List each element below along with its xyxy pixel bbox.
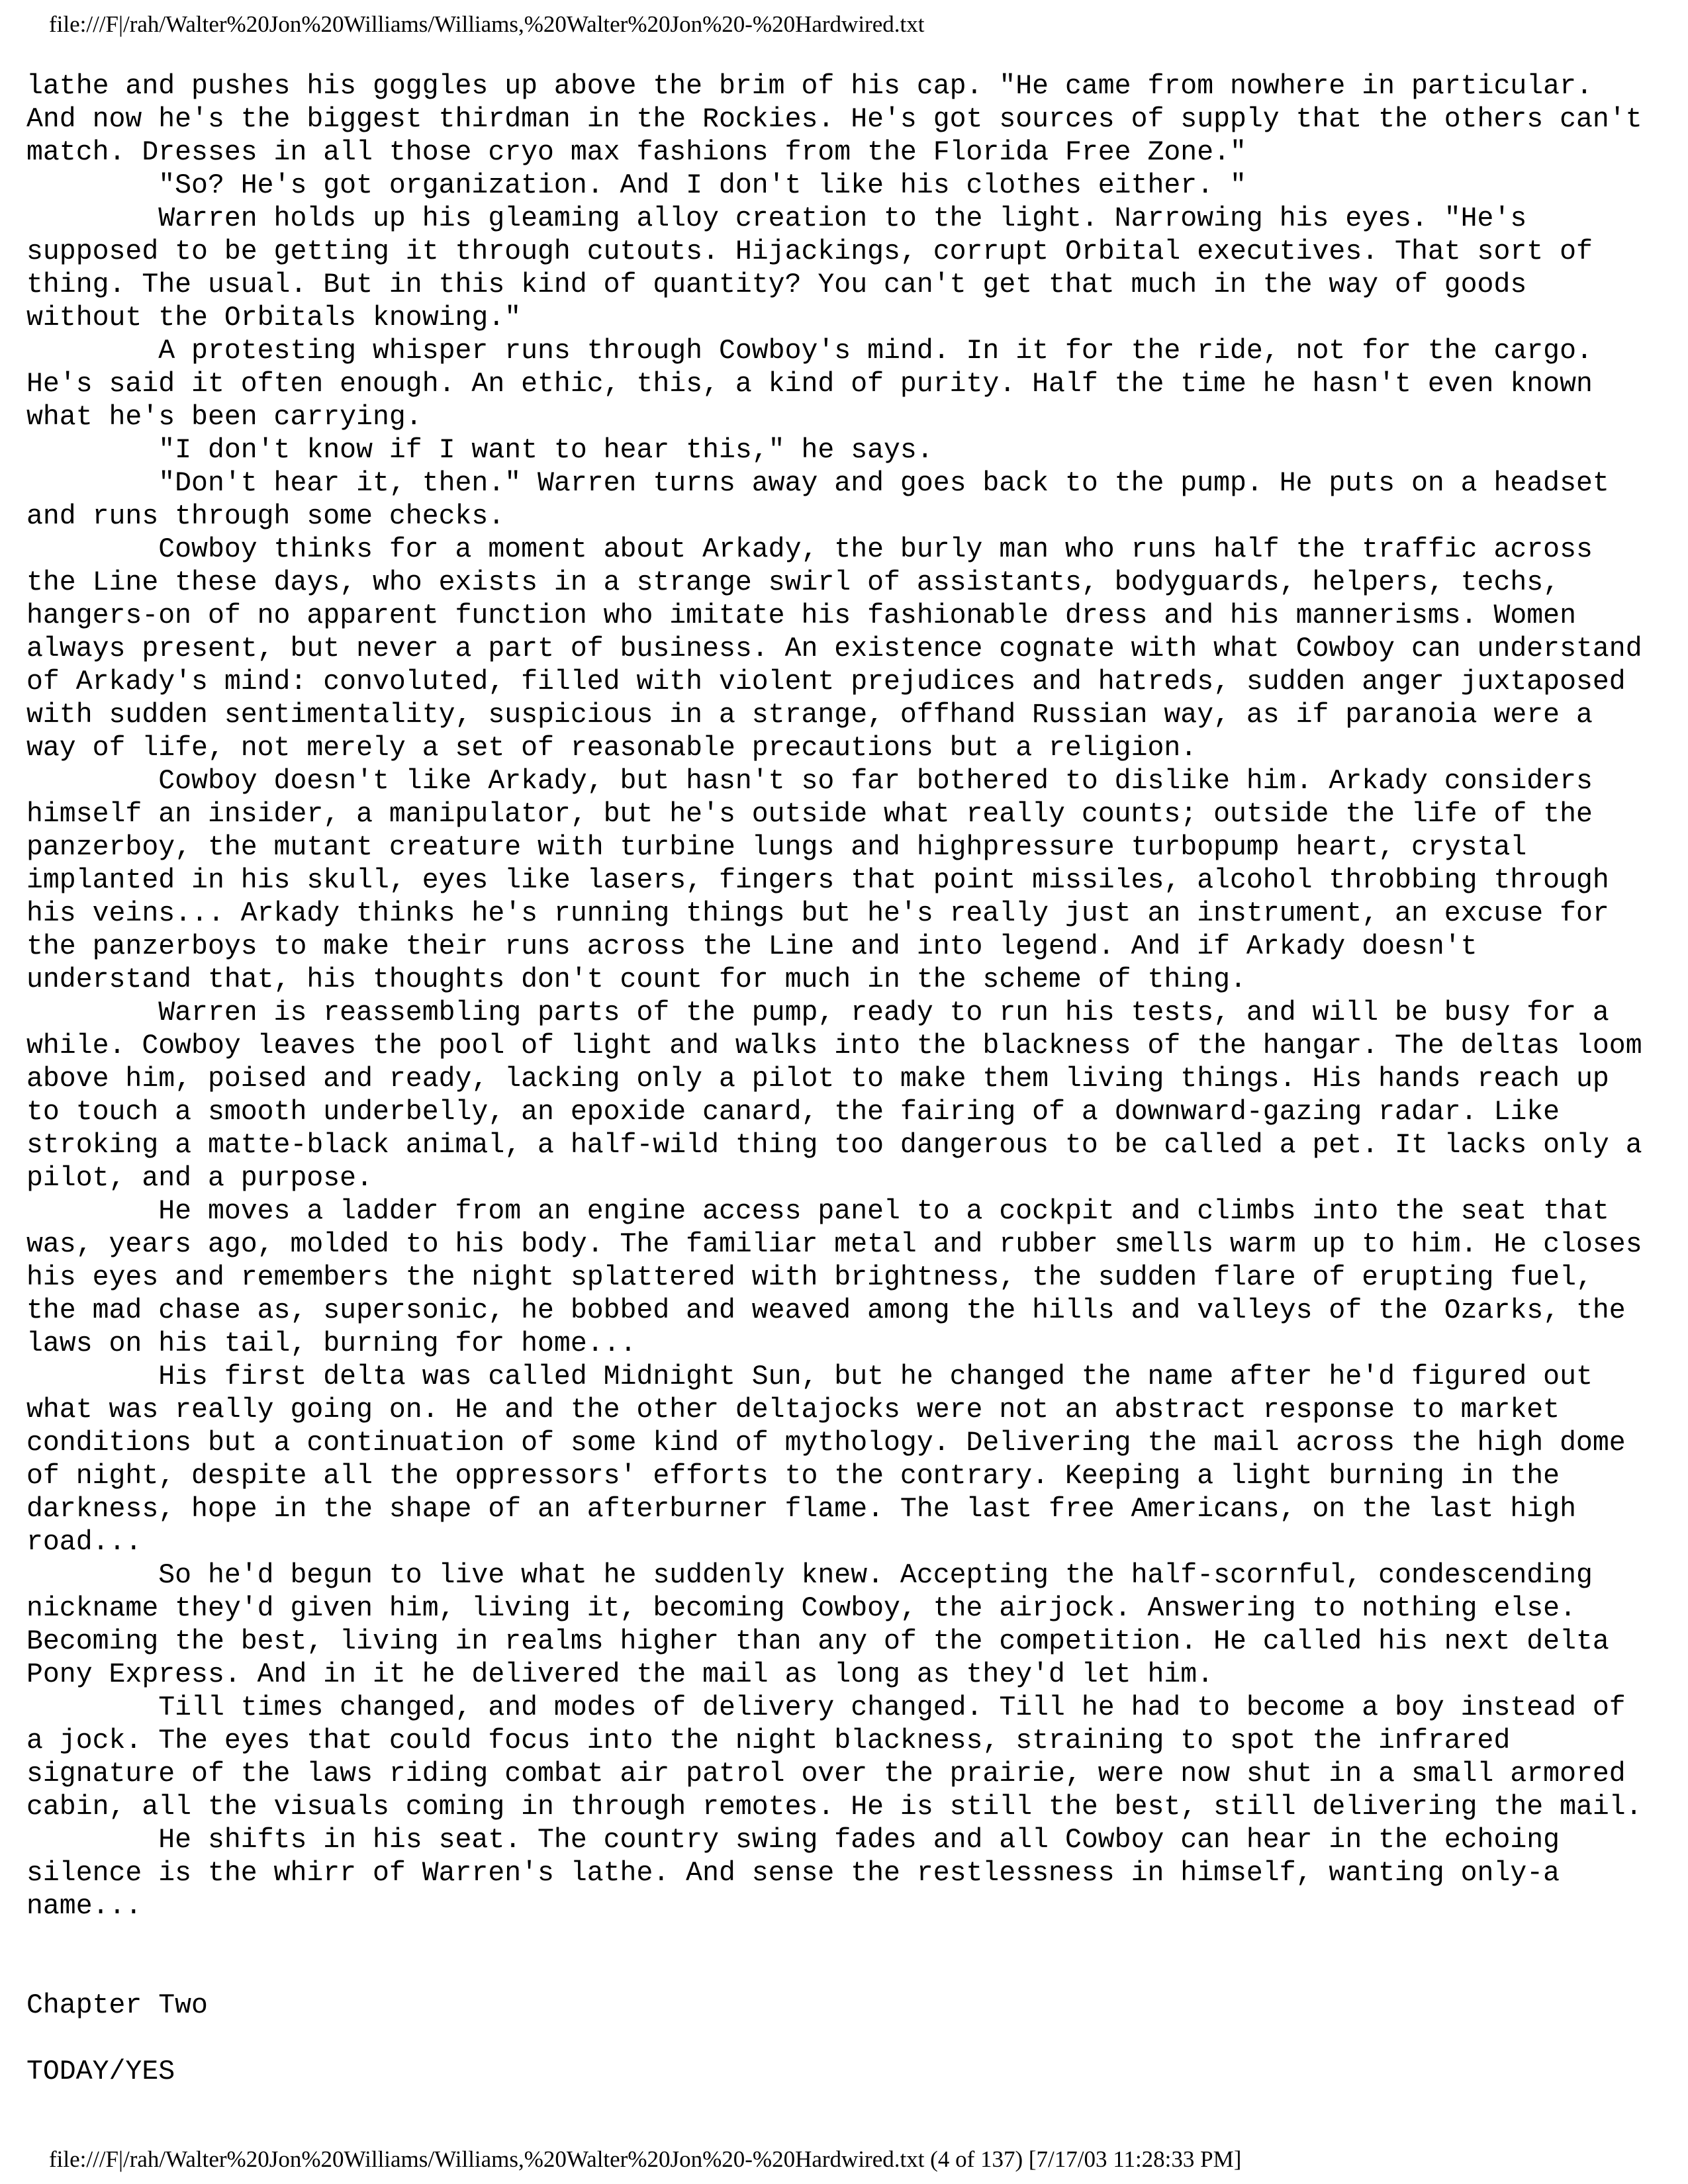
text-line: cabin, all the visuals coming in through remotes. He is still the best, still delivering the mail.	[26, 1792, 1642, 1823]
text-line: what he's been carrying.	[26, 402, 422, 433]
text-line: He shifts in his seat. The country swing fades and all Cowboy can hear in the echoing	[26, 1825, 1560, 1856]
text-line: panzerboy, the mutant creature with turbine lungs and highpressure turbopump heart, crystal	[26, 832, 1527, 863]
text-line: His first delta was called Midnight Sun, but he changed the name after he'd figured out	[26, 1361, 1593, 1392]
text-line: the mad chase as, supersonic, he bobbed and weaved among the hills and valleys of the Ozarks, the	[26, 1295, 1626, 1326]
text-line: hangers-on of no apparent function who imitate his fashionable dress and his mannerisms. Women	[26, 600, 1576, 631]
text-line	[26, 1956, 1642, 1989]
text-line: Cowboy thinks for a moment about Arkady, the burly man who runs half the traffic across	[26, 534, 1593, 565]
text-line: And now he's the biggest thirdman in the Rockies. He's got sources of supply that the others can't	[26, 104, 1642, 135]
text-line: the Line these days, who exists in a strange swirl of assistants, bodyguards, helpers, techs,	[26, 567, 1560, 598]
text-line: "I don't know if I want to hear this," he says.	[26, 435, 933, 466]
text-line: while. Cowboy leaves the pool of light and walks into the blackness of the hangar. The deltas loom	[26, 1030, 1642, 1062]
text-line: match. Dresses in all those cryo max fashions from the Florida Free Zone."	[26, 137, 1246, 168]
text-line	[26, 1923, 1642, 1956]
text-line: darkness, hope in the shape of an afterburner flame. The last free Americans, on the last high	[26, 1494, 1576, 1525]
text-line: He's said it often enough. An ethic, this, a kind of purity. Half the time he hasn't even known	[26, 369, 1593, 400]
text-line: Cowboy doesn't like Arkady, but hasn't so far bothered to dislike him. Arkady considers	[26, 766, 1593, 797]
text-line: So he'd begun to live what he suddenly knew. Accepting the half-scornful, condescending	[26, 1560, 1593, 1591]
text-line: always present, but never a part of business. An existence cognate with what Cowboy can understand	[26, 633, 1642, 664]
text-line: what was really going on. He and the other deltajocks were not an abstract response to market	[26, 1394, 1560, 1426]
text-line: understand that, his thoughts don't count for much in the scheme of thing.	[26, 964, 1246, 995]
text-line: Till times changed, and modes of delivery changed. Till he had to become a boy instead of	[26, 1692, 1626, 1723]
text-line: way of life, not merely a set of reasonable precautions but a religion.	[26, 733, 1197, 764]
text-line: conditions but a continuation of some kind of mythology. Delivering the mail across the high dome	[26, 1428, 1626, 1459]
page-header-file-path: file:///F|/rah/Walter%20Jon%20Williams/Williams,%20Walter%20Jon%20-%20Hardwired.txt	[49, 11, 925, 37]
text-line: to touch a smooth underbelly, an epoxide canard, the fairing of a downward-gazing radar. Like	[26, 1097, 1560, 1128]
text-line: without the Orbitals knowing."	[26, 302, 522, 334]
text-line: laws on his tail, burning for home...	[26, 1328, 637, 1359]
text-line: He moves a ladder from an engine access panel to a cockpit and climbs into the seat that	[26, 1196, 1609, 1227]
document-body-text	[26, 70, 1642, 2089]
text-line: of night, despite all the oppressors' efforts to the contrary. Keeping a light burning in the	[26, 1461, 1560, 1492]
page-footer-file-info: file:///F|/rah/Walter%20Jon%20Williams/Williams,%20Walter%20Jon%20-%20Hardwired.txt (4 of 137) [7/17/03 11:28:33 PM]	[49, 2146, 1242, 2172]
text-line: Warren holds up his gleaming alloy creation to the light. Narrowing his eyes. "He's	[26, 203, 1527, 234]
text-line: name...	[26, 1891, 142, 1922]
text-line: above him, poised and ready, lacking only a pilot to make them living things. His hands reach up	[26, 1064, 1609, 1095]
text-line: supposed to be getting it through cutouts. Hijackings, corrupt Orbital executives. That sort of	[26, 236, 1593, 267]
text-line: "Don't hear it, then." Warren turns away and goes back to the pump. He puts on a headset	[26, 468, 1609, 499]
text-line: Pony Express. And in it he delivered the mail as long as they'd let him.	[26, 1659, 1214, 1690]
text-line: his eyes and remembers the night splattered with brightness, the sudden flare of erupting fuel,	[26, 1262, 1593, 1293]
text-line: TODAY/YES	[26, 2056, 175, 2087]
text-line: and runs through some checks.	[26, 501, 505, 532]
text-line: "So? He's got organization. And I don't like his clothes either. "	[26, 170, 1246, 201]
text-line: was, years ago, molded to his body. The familiar metal and rubber smells warm up to him. He closes	[26, 1229, 1642, 1260]
text-line	[26, 2023, 1642, 2056]
text-line: implanted in his skull, eyes like lasers, fingers that point missiles, alcohol throbbing through	[26, 865, 1609, 896]
text-line: lathe and pushes his goggles up above the brim of his cap. "He came from nowhere in particular.	[26, 71, 1593, 102]
text-line: pilot, and a purpose.	[26, 1163, 373, 1194]
text-line: stroking a matte-black animal, a half-wild thing too dangerous to be called a pet. It lacks only a	[26, 1130, 1642, 1161]
text-line: of Arkady's mind: convoluted, filled with violent prejudices and hatreds, sudden anger juxtaposed	[26, 666, 1626, 698]
text-line: the panzerboys to make their runs across the Line and into legend. And if Arkady doesn't	[26, 931, 1477, 962]
text-line: Becoming the best, living in realms higher than any of the competition. He called his next delta	[26, 1626, 1609, 1657]
text-line: signature of the laws riding combat air patrol over the prairie, were now shut in a small armored	[26, 1758, 1626, 1790]
text-line: Chapter Two	[26, 1990, 208, 2021]
text-line: his veins... Arkady thinks he's running things but he's really just an instrument, an excuse for	[26, 898, 1609, 929]
text-line: a jock. The eyes that could focus into the night blackness, straining to spot the infrared	[26, 1725, 1511, 1756]
text-line: nickname they'd given him, living it, becoming Cowboy, the airjock. Answering to nothing else.	[26, 1593, 1576, 1624]
text-line: thing. The usual. But in this kind of quantity? You can't get that much in the way of goods	[26, 269, 1527, 300]
text-line: silence is the whirr of Warren's lathe. And sense the restlessness in himself, wanting only-a	[26, 1858, 1560, 1889]
text-line: A protesting whisper runs through Cowboy's mind. In it for the ride, not for the cargo.	[26, 336, 1593, 367]
text-line: Warren is reassembling parts of the pump, ready to run his tests, and will be busy for a	[26, 997, 1609, 1028]
text-line: road...	[26, 1527, 142, 1558]
text-line: himself an insider, a manipulator, but he's outside what really counts; outside the life of the	[26, 799, 1593, 830]
text-line: with sudden sentimentality, suspicious in a strange, offhand Russian way, as if paranoia were a	[26, 700, 1593, 731]
